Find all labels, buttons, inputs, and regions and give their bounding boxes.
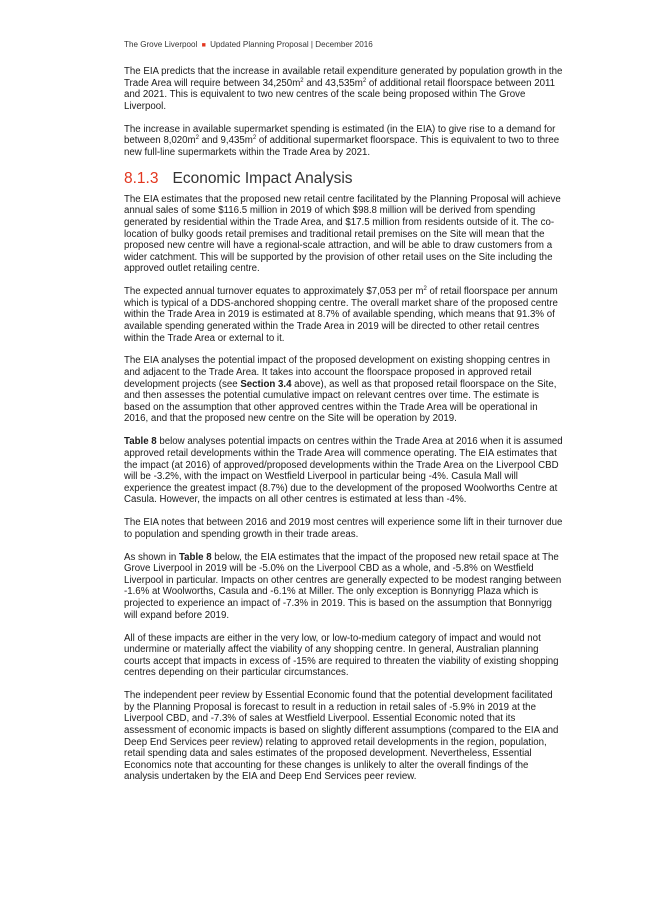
page-header: [124, 40, 373, 49]
table-reference: Table 8: [124, 436, 157, 448]
section-reference: Section 3.4: [240, 378, 292, 390]
table-reference: Table 8: [178, 551, 212, 563]
paragraph-retail-floorspace: The EIA predicts that the increase in available retail expenditure generated by population growth in the Trade Area will require between $34,250m^2$ and $43,535m^2$ of additional retail floorspace between 2011 and 2021. This is equivalent to two new centres of the scale being proposed within The Grove Liverpool.: [124, 66, 563, 112]
section-title: Economic Impact Analysis: [172, 169, 353, 187]
paragraph-impact-category: All of these impacts are either in the very low, or low-to-medium category of impact and would not undermine or materially affect the viability of any shopping centre. In general, Australian planning courts accept that impacts in excess of -15% are required to threaten the viability of existing shopping centres depending on their particular circumstances.: [124, 632, 559, 679]
section-number: 8.1.3: [124, 169, 159, 187]
paragraph-turnover: The expected annual turnover equates to approximately $7,053 per $m^2$ of retail floorspace per annum which is typical of a DDS-anchored shopping centre. The overall market share of the proposed centre within the Trade Area in 2019 is estimated at 8.7% of available spending, which means that 91.3% of available spending generated within the Trade Area in 2019 will be directed to other retail centres within the Trade Area or external to it.: [124, 286, 558, 344]
header-separator-icon: ■: [201, 42, 206, 49]
paragraph-impacts-2019: As shown in Table 8 below, the EIA estimates that the impact of the proposed new retail space at The Grove Liverpool in 2019 will be -5.0% on the Liverpool CBD as a whole, and -5.8% on Westfield Liverpool in particular. Impacts on other centres are generally expected to be modest ranging between -1.6% at Woolworths, Casula and -6.1% at Miller. The only exception is Bonnyrigg Plaza which is projected to experience an impact of -7.3% in 2019. This is based on the assumption that Bonnyrigg will expand before 2019.: [124, 551, 562, 621]
paragraph-impacts-2016: Table 8 below analyses potential impacts on centres within the Trade Area at 2016 when it is assumed approved retail developments within the Trade Area will commence operating. The EIA estimates that the impact (at 2016) of approved/proposed developments within the Trade Area on the Liverpool CBD will be -3.2%, with the impact on Westfield Liverpool in particular being -4%. Casula Mall will experience the greatest impact (8.7%) due to the development of the proposed Woolworths Centre at Casula. However, the impacts on all other centres is estimated at less than -4%.: [124, 436, 563, 506]
header-document: Updated Planning Proposal | December 2016: [210, 40, 373, 49]
header-project: The Grove Liverpool: [124, 40, 198, 49]
paragraph-peer-review: The independent peer review by Essential Economic found that the potential development facilitated by the Planning Proposal is forecast to result in a reduction in retail sales of -5.9% in 2019 at the Liverpool CBD, and -7.3% of sales at Westfield Liverpool. Essential Economic noted that its assessment of economic impacts is based on slightly different assumptions (compared to the EIA and Deep End Services peer review) relating to approved retail developments in the region, population, retail spending data and sales estimates of the proposed development. Nevertheless, Essential Economics note that accounting for these changes is unlikely to alter the overall findings of the analysis undertaken by the EIA and Deep End Services peer review.: [124, 690, 559, 783]
section-heading: [124, 170, 564, 188]
page-body: [124, 66, 564, 794]
paragraph-annual-sales: The EIA estimates that the proposed new retail centre facilitated by the Planning Proposal will achieve annual sales of some $116.5 million in 2019 of which $98.8 million will be derived from spending generated by residential within the Trade Area, and $17.5 million from residents outside of it. The co-location of bulky goods retail premises and traditional retail premises on the Site will mean that the proposed new centre will have a regional-scale attraction, and will be able to draw customers from a wider catchment. This will be supported by the provision of other retail uses on the Site including the approved outlet retailing centre.: [124, 193, 561, 275]
paragraph-turnover-lift: The EIA notes that between 2016 and 2019 most centres will experience some lift in their turnover due to population and spending growth in their trade areas.: [124, 517, 563, 540]
paragraph-impact-analysis: The EIA analyses the potential impact of the proposed development on existing shopping centres in and adjacent to the Trade Area. It takes into account the floorspace proposed in approved retail development projects (see Section 3.4 above), as well as that proposed retail floorspace on the Site, and then assesses the potential cumulative impact on relevant centres over time. The estimate is based on the assumption that other approved centres within the Trade Area will be operational in 2016, and that the proposed new centre on the Site will be operation by 2019.: [124, 355, 557, 425]
paragraph-supermarket-spending: The increase in available supermarket spending is estimated (in the EIA) to give rise to a demand for between $8,020m^2$ and $9,435m^2$ of additional supermarket floorspace. This is equivalent to two to three new full-line supermarkets within the Trade Area by 2021.: [124, 123, 560, 158]
